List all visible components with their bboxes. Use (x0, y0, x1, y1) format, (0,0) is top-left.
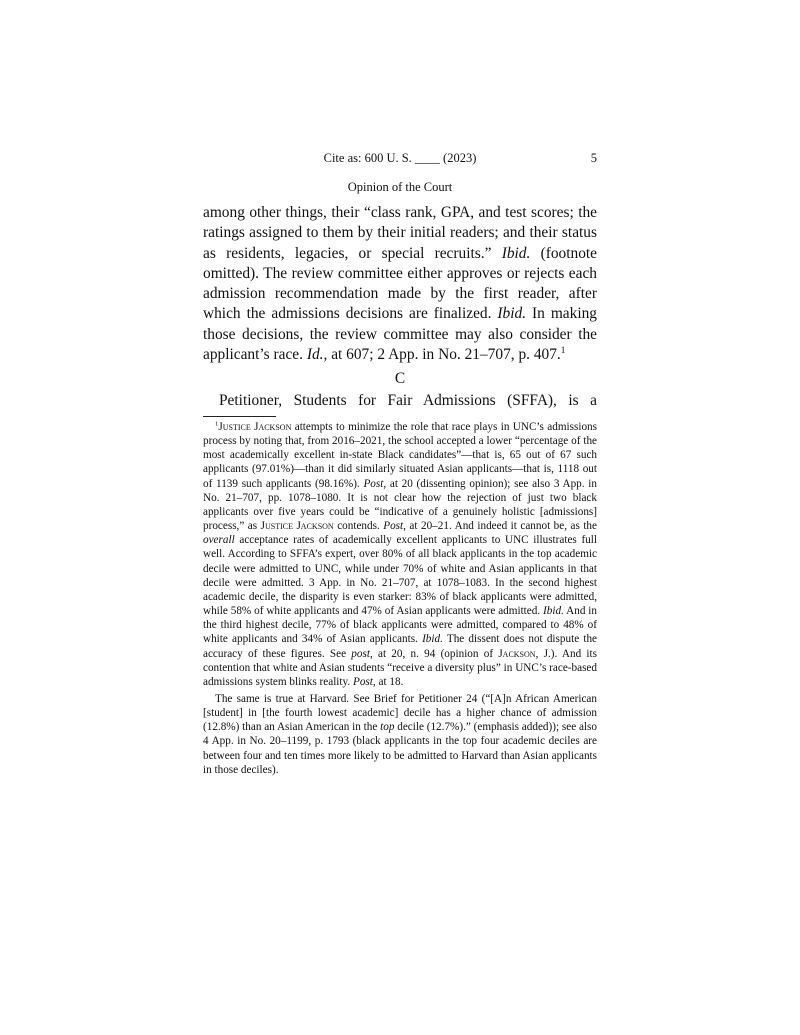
footnote-text-run: , at 20 (dissenting opinion); see also 3 App. in No. 21–707, pp. 1078–1080. It is not clear how the rejection of just two black applicants over five years could be “indicative of a genuinely holistic [admissions] process,” as (203, 477, 597, 533)
citation-post: Post (363, 477, 384, 490)
footnote-marker: 1 (215, 420, 219, 428)
footnotes (203, 420, 597, 777)
footnote-text-run: , at 18. (372, 675, 404, 688)
footnote-text-run: contends. (333, 520, 384, 533)
citation-ibid: Ibid. (543, 605, 564, 618)
body-paragraph-continued: Petitioner, Students for Fair Admissions (SFFA), is a (219, 392, 597, 409)
emphasis-top: top (380, 721, 395, 734)
running-title: Opinion of the Court (347, 180, 453, 194)
citation-post: Post (383, 520, 404, 533)
justice-name: Justice Jackson (218, 421, 292, 433)
citation-ibid: Ibid. (501, 244, 531, 262)
citation-post: Post (353, 675, 373, 688)
footnote-1 (203, 420, 597, 689)
footnote-divider (203, 416, 276, 417)
footnote-text-run: decile (12.7%).” (emphasis added)); see also 4 App. in No. 20–1199, p. 1793 (black applicants in the top four academic deciles are between four and ten times more likely to be admitted to Harvard than Asian applicants in those deciles). (203, 721, 597, 776)
body-text-run: (footnote omitted). The review committee either approves or rejects each admission recommendation made by the first reader, after which the admissions decisions are finalized. (203, 244, 597, 323)
citation-id: Id. (306, 346, 324, 364)
citation-ibid: Ibid. (497, 305, 527, 323)
footnote-text-run: , at 20, n. 94 (opinion of (369, 647, 499, 660)
citation-post: post (351, 647, 370, 660)
body-text-run: , at 607; 2 App. in No. 21–707, p. 407. (323, 346, 561, 364)
footnote-reference: 1 (560, 344, 566, 355)
footnote-text-run: The dissent does not dispute the accuracy of these figures. See (203, 633, 597, 660)
body-text-run: In making those decisions, the review committee may also consider the applicant’s race. (203, 305, 597, 364)
footnote-text-run: And in the third highest decile, 77% of black applicants were admitted, compared to 48% of white applicants and 34% of Asian applicants. (203, 605, 598, 646)
justice-name: Justice Jackson (260, 520, 334, 533)
footnote-text-run: attempts to minimize the role that race plays in UNC’s admissions process by noting that, from 2016–2021, the school accepted a lower “percentage of the most academically excellent in-state Black candidates”—that is, 65 out of 67 such applicants (97.01%)—than it did similarly situated Asian applicants—that is, 1118 out of 1139 such applicants (98.16%). (203, 421, 597, 490)
footnote-text-run: , J.). And its contention that white and Asian students “receive a diversity plus” in UNC’s race-based admissions system blinks reality. (203, 647, 597, 688)
body-paragraph (203, 203, 597, 365)
justice-name: Jackson (498, 647, 536, 660)
body-text-run: among other things, their “class rank, GPA, and test scores; the ratings assigned to them by their initial readers; and their status as residents, legacies, or special recruits.” (203, 204, 597, 262)
citation: Cite as: 600 U. S. ____ (2023) (323, 151, 477, 165)
footnote-1-continued (203, 692, 597, 777)
running-header (203, 150, 597, 166)
footnote-text-run: The same is true at Harvard. See Brief for Petitioner 24 (“[A]n African American [student] in [the fourth lowest academic] decile has a higher chance of admission (12.8%) than an Asian American in the (203, 692, 597, 734)
footnote-text-run: acceptance rates of academically excellent applicants to UNC illustrates full well. According to SFFA’s expert, over 80% of all black applicants in the top academic decile were admitted to UNC, while under 70% of white and Asian applicants in that decile were admitted. 3 App. in No. 21–707, at 1078–1083. In the second highest academic decile, the disparity is even starker: 83% of black applicants were admitted, while 58% of white applicants and 47% of Asian applicants were admitted. (203, 534, 597, 618)
section-heading: C (394, 370, 406, 387)
citation-ibid: Ibid. (422, 633, 443, 646)
emphasis-overall: overall (203, 534, 235, 547)
footnote-text-run: , at 20–21. And indeed it cannot be, as the (403, 520, 597, 533)
page-number: 5 (590, 151, 597, 165)
